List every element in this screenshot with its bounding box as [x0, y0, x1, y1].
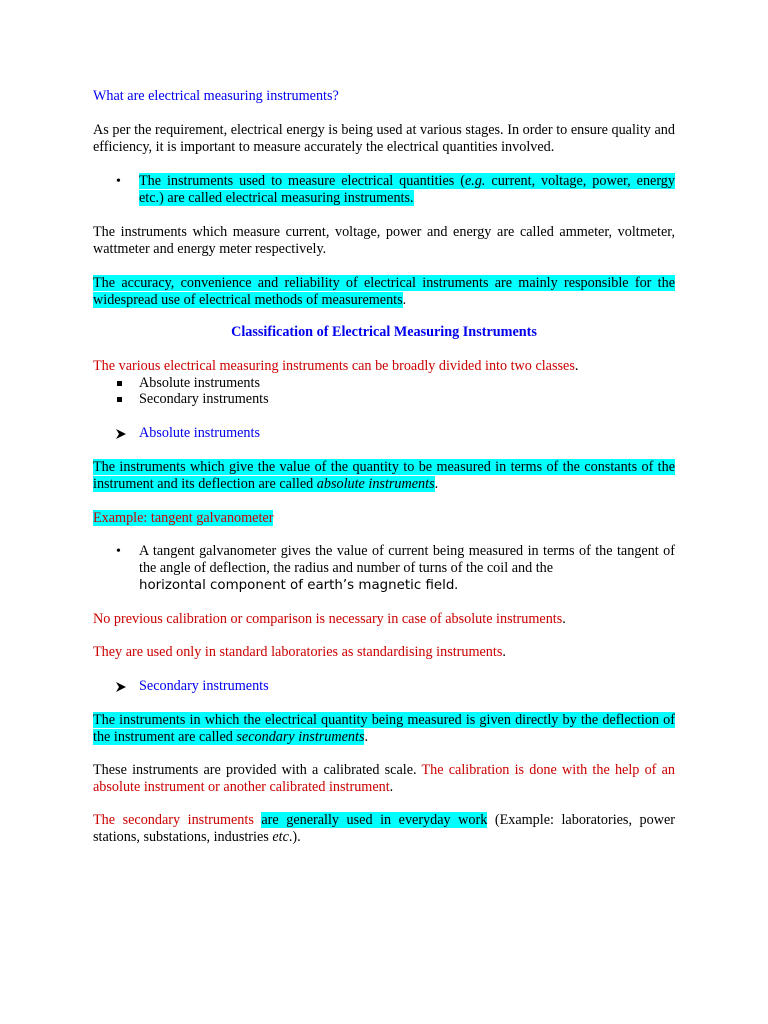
secondary-heading: Secondary instruments — [139, 678, 269, 694]
absolute-heading: Absolute instruments — [139, 425, 260, 441]
bullet-icon: • — [116, 174, 121, 189]
no-calibration-line — [93, 611, 675, 628]
usage-red-text: The secondary instruments — [93, 812, 262, 828]
calibration-text: These instruments are provided with a calibrated scale. — [93, 762, 422, 778]
classes-period: . — [574, 358, 579, 374]
bullet-text-start: The instruments used to measure electrical quantities ( — [139, 173, 465, 189]
example-line — [93, 510, 675, 527]
class-list-item: Secondary instruments — [139, 391, 269, 407]
no-calibration-text: No previous calibration or comparison is necessary in case of absolute instruments — [93, 611, 563, 627]
example-text: Example: tangent galvanometer — [93, 510, 274, 526]
calibration-paragraph — [93, 762, 675, 796]
absolute-definition — [93, 459, 675, 493]
absolute-def-em: absolute instruments — [316, 476, 435, 492]
calibration-period: . — [389, 779, 394, 795]
arrow-right-icon — [115, 681, 127, 693]
accuracy-text: The accuracy, convenience and reliability of electrical instruments are mainly responsible for the widespread use of electrical methods of measurements — [93, 275, 675, 308]
secondary-def-period: . — [364, 729, 369, 745]
standard-labs-line — [93, 644, 675, 661]
accuracy-period: . — [402, 292, 407, 308]
section-heading: Classification of Electrical Measuring Instruments — [231, 324, 537, 340]
standard-labs-period: . — [502, 644, 506, 660]
definition-bullet — [139, 173, 675, 207]
arrow-right-icon — [115, 428, 127, 440]
bullet-icon: • — [116, 544, 121, 559]
secondary-def-text: The instruments in which the electrical quantity being measured is given directly by the deflection of the instrument are called — [93, 712, 675, 745]
galvanometer-bullet: A tangent galvanometer gives the value of current being measured in terms of the tangent of the angle of deflection, the radius and number of turns of the coil and the — [139, 543, 675, 576]
usage-text: (Example: laboratories, power stations, substations, industries — [93, 812, 675, 845]
square-bullet-icon — [117, 381, 122, 386]
classes-paragraph — [93, 358, 675, 375]
accuracy-paragraph — [93, 275, 675, 309]
calibration-red-text: The calibration is done with the help of an absolute instrument or another calibrated instrument — [93, 762, 675, 795]
usage-end: .). — [288, 829, 301, 845]
standard-labs-text: They are used only in standard laboratories as standardising instruments — [93, 644, 503, 660]
usage-etc: etc — [272, 829, 289, 845]
classes-text: The various electrical measuring instruments can be broadly divided into two classes — [93, 358, 575, 374]
square-bullet-icon — [117, 397, 122, 402]
galvanometer-text-sans: horizontal component of earth’s magnetic field — [139, 578, 455, 593]
bullet-text-end: current, voltage, power, energy etc.) are called electrical measuring instruments. — [139, 173, 675, 206]
secondary-def-em: secondary instruments — [236, 729, 365, 745]
absolute-def-period: . — [434, 476, 439, 492]
absolute-def-text: The instruments which give the value of the quantity to be measured in terms of the constants of the instrument and its deflection are called — [93, 459, 675, 492]
meters-paragraph: The instruments which measure current, voltage, power and energy are called ammeter, voltmeter, wattmeter and energy meter respectively. — [93, 224, 675, 257]
no-calibration-period: . — [562, 611, 566, 627]
intro-paragraph: As per the requirement, electrical energy is being used at various stages. In order to ensure quality and efficiency, it is important to measure accurately the electrical quantities involved. — [93, 122, 675, 155]
bullet-eg: e.g. — [464, 173, 486, 189]
usage-paragraph — [93, 812, 675, 846]
galvanometer-period: . — [454, 577, 458, 593]
secondary-definition — [93, 712, 675, 746]
usage-highlight-text: are generally used in everyday work — [261, 812, 488, 828]
galvanometer-bullet-last-line — [139, 577, 675, 594]
class-list-item: Absolute instruments — [139, 375, 260, 391]
page-title: What are electrical measuring instruments? — [93, 88, 339, 104]
